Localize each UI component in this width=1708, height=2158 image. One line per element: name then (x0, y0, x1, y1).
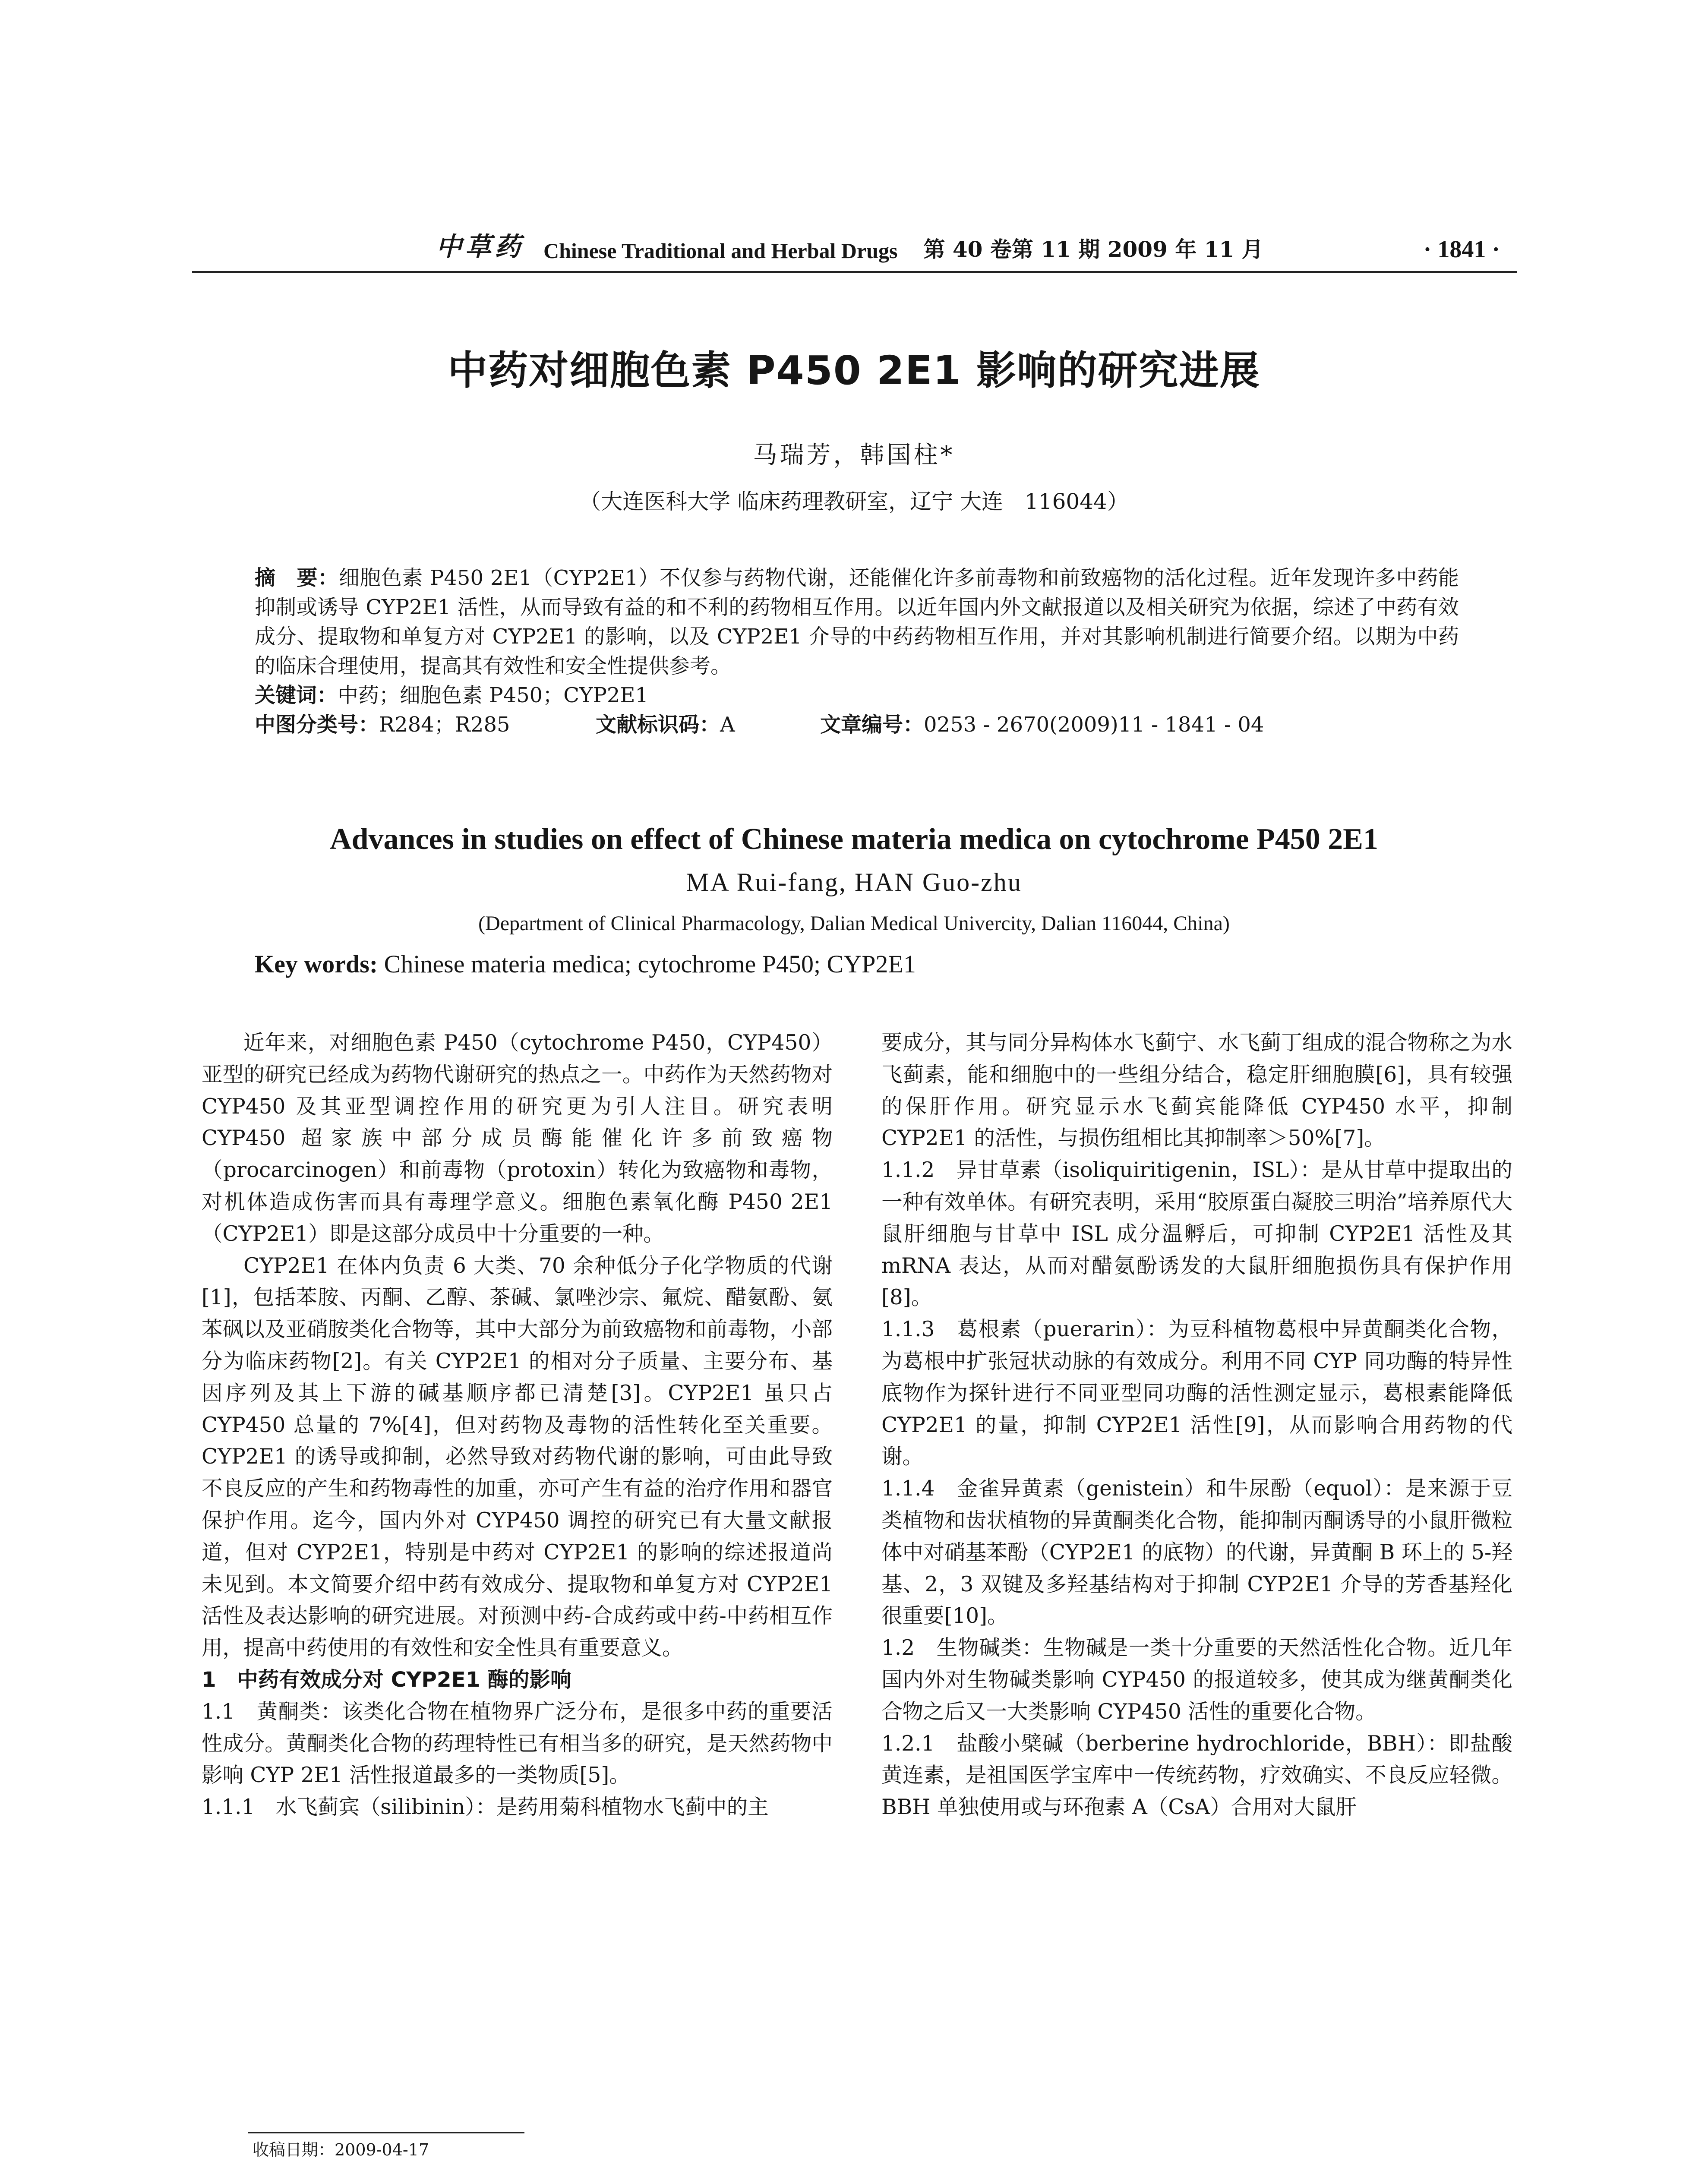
running-header (192, 220, 1517, 273)
footnote (253, 2139, 1288, 2158)
received-date: 收稿日期：2009-04-17 (253, 2140, 429, 2158)
journal-name-en: Chinese Traditional and Herbal Drugs (543, 239, 898, 263)
clc-label: 中图分类号： (255, 713, 379, 737)
section-heading: 1 中药有效成分对 CYP2E1 酶的影响 (202, 1667, 571, 1692)
doc-code-value: A (720, 713, 735, 737)
clc-field (255, 710, 565, 739)
body-column-left (202, 1027, 833, 1824)
body-paragraph: 近年来，对细胞色素 P450（cytochrome P450，CYP450）亚型的研究已经成为药物代谢研究的热点之一。中药作为天然药物对 CYP450 及其亚型调控作用的研究更为引人注目。研究表明 CYP450 超家族中部分成员酶能催化许多前致癌物（procarcinogen）和前毒物（protoxin）转化为致癌物和毒物，对机体造成伤害而具有毒理学意义。细胞色素氧化酶 P450 2E1（CYP2E1）即是这部分成员中十分重要的一种。 (202, 1031, 833, 1246)
issue-info: 第 40 卷第 11 期 2009 年 11 月 (923, 237, 1263, 262)
affiliation-en: (Department of Clinical Pharmacology, Dalian Medical Univercity, Dalian 116044, China) (478, 912, 1230, 935)
body-paragraph: 1.2.1 盐酸小檗碱（berberine hydrochloride，BBH）：即盐酸黄连素，是祖国医学宝库中一传统药物，疗效确实、不良反应轻微。BBH 单独使用或与环孢素 A（CsA）合用对大鼠肝 (881, 1731, 1512, 1820)
abstract-text: 细胞色素 P450 2E1（CYP2E1）不仅参与药物代谢，还能催化许多前毒物和前致癌物的活化过程。近年发现许多中药能抑制或诱导 CYP2E1 活性，从而导致有益的和不利的药物相互作用。以近年国内外文献报道以及相关研究为依据，综述了中药有效成分、提取物和单复方对 CYP2E1 的影响，以及 CYP2E1 介导的中药药物相互作用，并对其影响机制进行简要介绍。以期为中药的临床合理使用，提高其有效性和安全性提供参考。 (255, 566, 1459, 678)
article-title-en: Advances in studies on effect of Chinese materia medica on cytochrome P450 2E1 (330, 823, 1378, 856)
classification-row (255, 710, 1459, 739)
keywords-label: 关键词： (255, 683, 338, 707)
body-column-right (881, 1027, 1512, 1824)
body-paragraph: 1.1.2 异甘草素（isoliquiritigenin，ISL）：是从甘草中提取出的一种有效单体。有研究表明，采用“胶原蛋白凝胶三明治”培养原代大鼠肝细胞与甘草中 ISL 成分温孵后，可抑制 CYP2E1 活性及其 mRNA 表达，从而对醋氨酚诱发的大鼠肝细胞损伤具有保护作用[8]。 (881, 1158, 1512, 1310)
affiliation-cn: （大连医科大学 临床药理教研室，辽宁 大连 116044） (579, 489, 1129, 514)
body-paragraph: 1.1.3 葛根素（puerarin）：为豆科植物葛根中异黄酮类化合物，为葛根中扩张冠状动脉的有效成分。利用不同 CYP 同功酶的特异性底物作为探针进行不同亚型同功酶的活性测定显示，葛根素能降低 CYP2E1 的量，抑制 CYP2E1 活性[9]，从而影响合用药物的代谢。 (881, 1317, 1512, 1469)
body-paragraph: 1.1.4 金雀异黄素（genistein）和牛尿酚（equol）：是来源于豆类植物和齿状植物的异黄酮类化合物，能抑制丙酮诱导的小鼠肝微粒体中对硝基苯酚（CYP2E1 的底物）的代谢，异黄酮 B 环上的 5-羟基、2，3 双键及多羟基结构对于抑制 CYP2E1 介导的芳香基羟化很重要[10]。 (881, 1477, 1512, 1628)
keywords-text: 中药；细胞色素 P450；CYP2E1 (338, 683, 649, 707)
doc-code-label: 文献标识码： (596, 713, 720, 737)
keywords-cn (255, 681, 1459, 710)
keywords-en (255, 950, 1506, 978)
authors-en: MA Rui-fang, HAN Guo-zhu (686, 868, 1022, 896)
body-paragraph: CYP2E1 在体内负责 6 大类、70 余种低分子化学物质的代谢[1]，包括苯胺、丙酮、乙醇、茶碱、氯唑沙宗、氟烷、醋氨酚、氨苯砜以及亚硝胺类化合物等，其中大部分为前致癌物和前毒物，小部分为临床药物[2]。有关 CYP2E1 的相对分子质量、主要分布、基因序列及其上下游的碱基顺序都已清楚[3]。CYP2E1 虽只占 CYP450 总量的 7%[4]，但对药物及毒物的活性转化至关重要。CYP2E1 的诱导或抑制，必然导致对药物代谢的影响，可由此导致不良反应的产生和药物毒性的加重，亦可产生有益的治疗作用和器官保护作用。迄今，国内外对 CYP450 调控的研究已有大量文献报道，但对 CYP2E1，特别是中药对 CYP2E1 的影响的综述报道尚未见到。本文简要介绍中药有效成分、提取物和单复方对 CYP2E1 活性及表达影响的研究进展。对预测中药-合成药或中药-中药相互作用，提高中药使用的有效性和安全性具有重要意义。 (202, 1253, 833, 1660)
body-paragraph: 要成分，其与同分异构体水飞蓟宁、水飞蓟丁组成的混合物称之为水飞蓟素，能和细胞中的一些组分结合，稳定肝细胞膜[6]，具有较强的保肝作用。研究显示水飞蓟宾能降低 CYP450 水平，抑制 CYP2E1 的活性，与损伤组相比其抑制率＞50%[7]。 (881, 1031, 1512, 1151)
abstract-label: 摘 要： (255, 566, 339, 590)
footnote-divider (248, 2132, 524, 2133)
body-paragraph: 1.2 生物碱类：生物碱是一类十分重要的天然活性化合物。近几年国内外对生物碱类影响 CYP450 的报道较多，使其成为继黄酮类化合物之后又一大类影响 CYP450 活性的重要化合物。 (881, 1636, 1512, 1724)
journal-name-cn: 中草药 (436, 232, 524, 262)
body-paragraph: 1.1.1 水飞蓟宾（silibinin）：是药用菊科植物水飞蓟中的主 (202, 1795, 769, 1820)
article-no-label: 文章编号： (820, 713, 924, 737)
body-paragraph: 1.1 黄酮类：该类化合物在植物界广泛分布，是很多中药的重要活性成分。黄酮类化合物的药理特性已有相当多的研究，是天然药物中影响 CYP 2E1 活性报道最多的一类物质[5]。 (202, 1699, 833, 1788)
abstract-paragraph (255, 563, 1459, 681)
doc-code-field (596, 710, 820, 739)
page-number: · 1841 · (1423, 236, 1500, 263)
keywords-en-text: Chinese materia medica; cytochrome P450; CYP2E1 (378, 950, 916, 978)
article-no-field (820, 710, 1264, 739)
keywords-en-label: Key words: (255, 950, 378, 978)
authors-cn: 马瑞芳，韩国柱* (753, 441, 955, 469)
abstract-block (255, 563, 1459, 739)
clc-value: R284；R285 (379, 713, 510, 737)
article-title-cn: 中药对细胞色素 P450 2E1 影响的研究进展 (448, 347, 1260, 394)
article-no-value: 0253 - 2670(2009)11 - 1841 - 04 (924, 713, 1264, 737)
